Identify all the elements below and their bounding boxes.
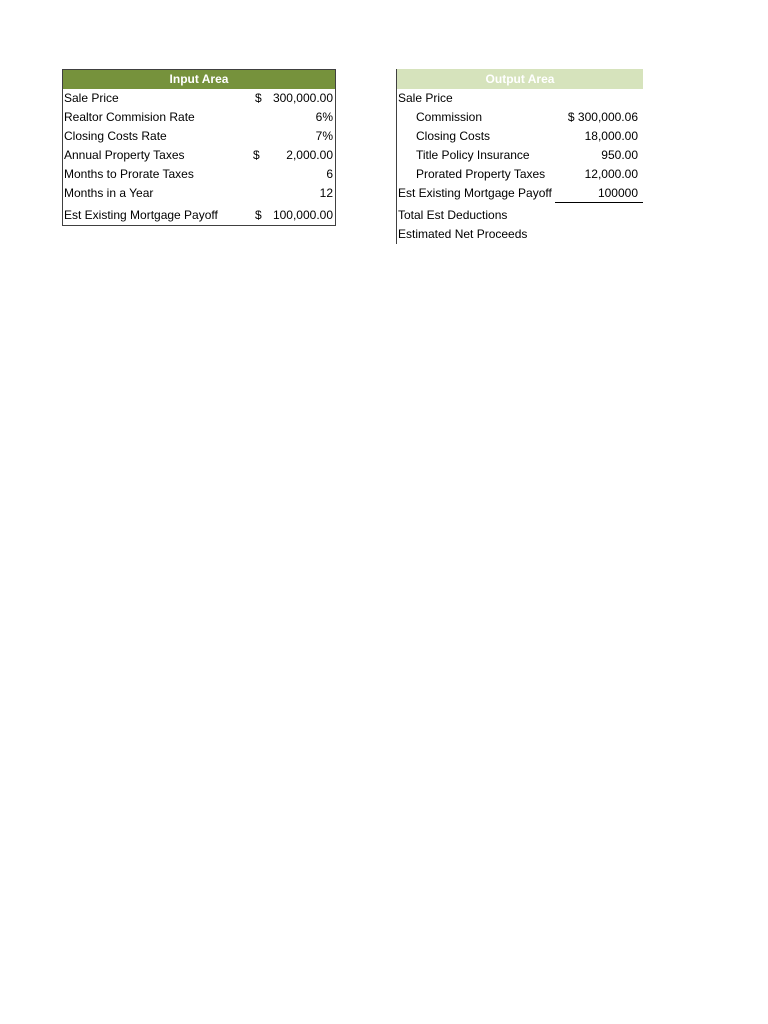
output-label: Prorated Property Taxes xyxy=(416,167,546,181)
output-label: Est Existing Mortgage Payoff xyxy=(398,186,552,200)
input-value[interactable]: 7% xyxy=(315,129,333,143)
input-label: Est Existing Mortgage Payoff xyxy=(64,208,218,222)
output-label: Total Est Deductions xyxy=(398,208,508,222)
input-area-table xyxy=(62,69,336,226)
output-value[interactable]: $ 300,000.06 xyxy=(567,110,638,124)
output-row-prorated-taxes[interactable] xyxy=(397,165,643,184)
input-row-commission-rate[interactable] xyxy=(63,108,335,127)
output-value[interactable]: 950.00 xyxy=(601,148,638,162)
output-value[interactable]: 12,000.00 xyxy=(584,167,638,181)
output-value[interactable]: 100000 xyxy=(597,186,638,200)
output-label: Title Policy Insurance xyxy=(416,148,530,162)
input-label: Months in a Year xyxy=(64,186,154,200)
currency-symbol: $ xyxy=(255,91,262,105)
output-row-commission[interactable] xyxy=(397,108,643,127)
input-row-months-prorate[interactable] xyxy=(63,165,335,184)
currency-symbol: $ xyxy=(255,208,262,222)
input-label: Sale Price xyxy=(64,91,119,105)
input-row-closing-costs-rate[interactable] xyxy=(63,127,335,146)
input-label: Months to Prorate Taxes xyxy=(64,167,194,181)
output-label: Closing Costs xyxy=(416,129,491,143)
output-row-total-deductions[interactable] xyxy=(397,203,643,225)
output-row-net-proceeds[interactable] xyxy=(397,225,643,244)
input-row-months-in-year[interactable] xyxy=(63,184,335,203)
input-value[interactable]: 300,000.00 xyxy=(272,91,333,105)
output-row-closing-costs[interactable] xyxy=(397,127,643,146)
input-value[interactable]: 100,000.00 xyxy=(272,208,333,222)
input-value[interactable]: 6 xyxy=(326,167,333,181)
currency-symbol: $ xyxy=(253,148,260,162)
output-area-table xyxy=(396,69,643,244)
input-label: Realtor Commision Rate xyxy=(64,110,195,124)
output-label: Sale Price xyxy=(398,91,453,105)
output-label: Commission xyxy=(416,110,483,124)
input-row-mortgage-payoff[interactable] xyxy=(63,203,335,225)
input-label: Closing Costs Rate xyxy=(64,129,167,143)
output-value[interactable]: 18,000.00 xyxy=(584,129,638,143)
input-row-sale-price[interactable] xyxy=(63,89,335,108)
output-area-header[interactable]: Output Area xyxy=(397,69,643,89)
output-row-mortgage-payoff[interactable] xyxy=(397,184,643,203)
input-value[interactable]: 2,000.00 xyxy=(286,148,333,162)
input-area-header[interactable]: Input Area xyxy=(63,69,335,89)
output-row-sale-price[interactable] xyxy=(397,89,643,108)
output-label: Estimated Net Proceeds xyxy=(398,227,528,241)
input-value[interactable]: 6% xyxy=(315,110,333,124)
input-row-annual-property-taxes[interactable] xyxy=(63,146,335,165)
input-label: Annual Property Taxes xyxy=(64,148,185,162)
input-value[interactable]: 12 xyxy=(319,186,333,200)
output-row-title-policy[interactable] xyxy=(397,146,643,165)
